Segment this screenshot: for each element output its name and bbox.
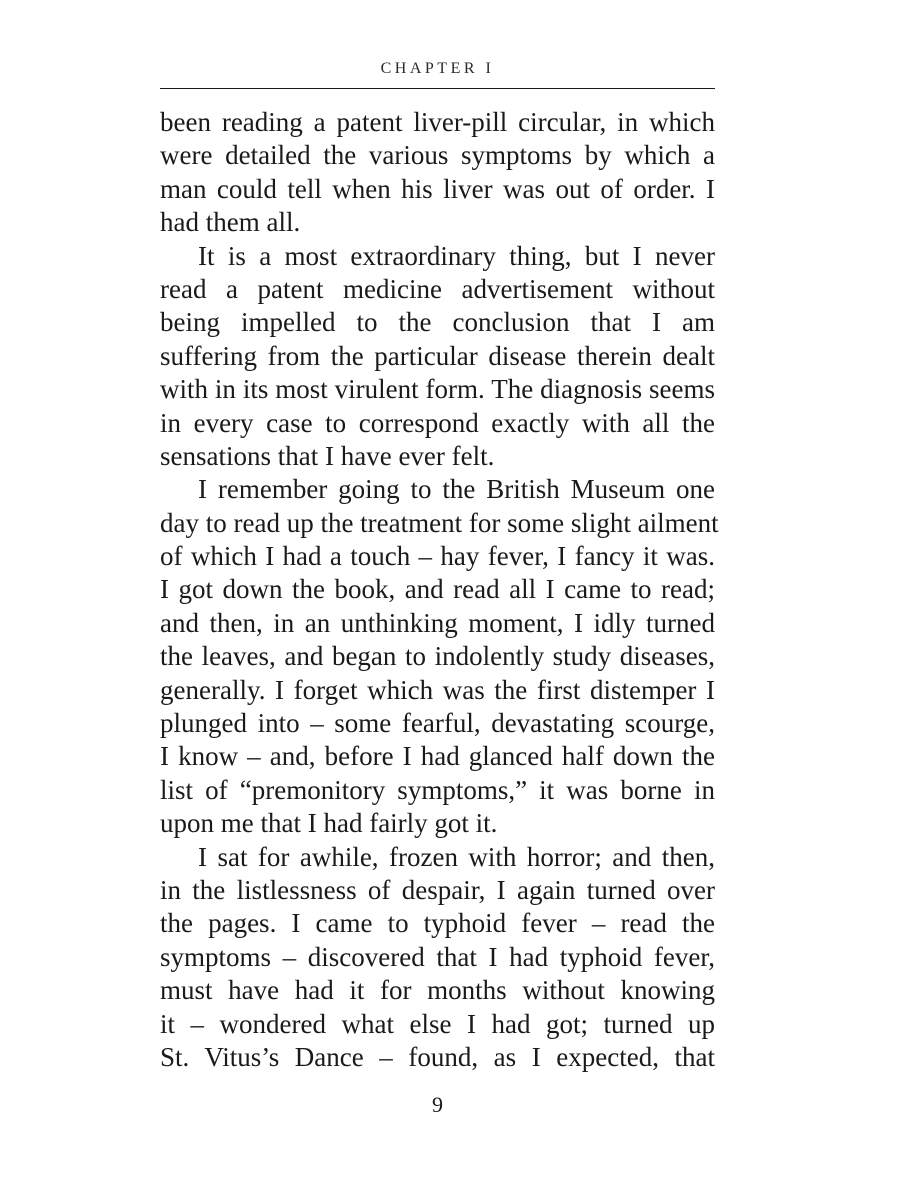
text-line: it – wondered what else I had got; turned up (160, 1008, 715, 1039)
text-line: I know – and, before I had glanced half down the (160, 741, 715, 772)
text-line: in every case to correspond exactly with all the (160, 407, 715, 438)
text-line: list of “premonitory symptoms,” it was borne in (160, 774, 715, 805)
header-rule (160, 88, 715, 89)
text-line: day to read up the treatment for some slight ailment (160, 507, 719, 538)
text-line: plunged into – some fearful, devastating scourge, (160, 708, 715, 739)
text-line: been reading a patent liver-pill circular, in which (160, 107, 715, 137)
text-line: with in its most virulent form. The diagnosis seems (160, 374, 715, 405)
text-line: must have had it for months without knowing (160, 975, 715, 1006)
text-line: read a patent medicine advertisement without (160, 273, 715, 304)
text-line: of which I had a touch – hay fever, I fancy it was. (160, 541, 715, 572)
text-line: in the listlessness of despair, I again turned over (160, 874, 715, 905)
text-line: being impelled to the conclusion that I am (160, 307, 715, 338)
text-line: I sat for awhile, frozen with horror; and then, (198, 841, 715, 872)
text-line: I remember going to the British Museum one (198, 474, 715, 505)
page-number: 9 (432, 1092, 443, 1117)
text-line: man could tell when his liver was out of order. I (160, 173, 715, 204)
text-line: upon me that I had fairly got it. (160, 808, 498, 839)
text-line: the leaves, and began to indolently study diseases, (160, 641, 715, 672)
text-line: were detailed the various symptoms by which a (160, 140, 715, 171)
text-line: I got down the book, and read all I came to read; (160, 574, 715, 605)
body-text (160, 106, 719, 1074)
text-line: St. Vitus’s Dance – found, as I expected, that (160, 1041, 715, 1072)
text-line: had them all. (160, 207, 301, 238)
text-line: symptoms – discovered that I had typhoid fever, (160, 941, 715, 972)
text-line: It is a most extraordinary thing, but I never (198, 240, 715, 271)
running-head: CHAPTER I (380, 60, 495, 77)
text-line: generally. I forget which was the first distemper I (160, 674, 715, 705)
text-line: and then, in an unthinking moment, I idly turned (160, 607, 715, 638)
text-line: sensations that I have ever felt. (160, 440, 495, 471)
text-line: suffering from the particular disease therein dealt (160, 340, 715, 371)
text-line: the pages. I came to typhoid fever – read the (160, 908, 715, 939)
